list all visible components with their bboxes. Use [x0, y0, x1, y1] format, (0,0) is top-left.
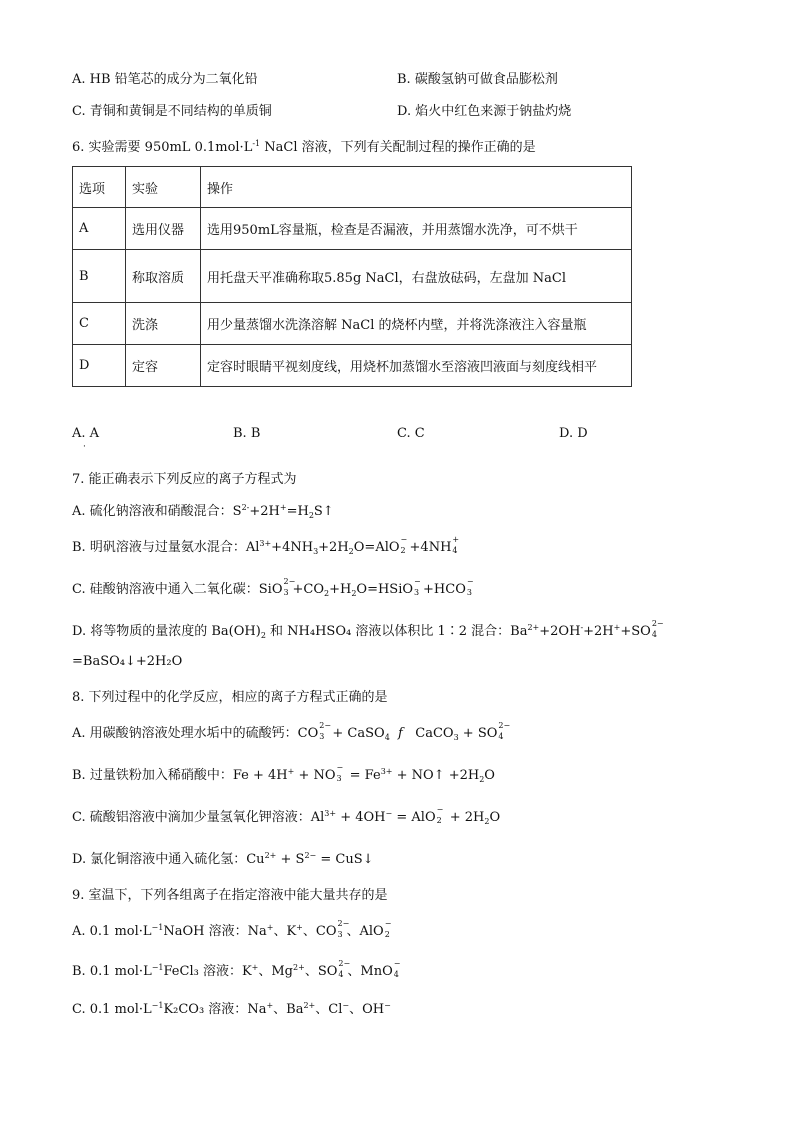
q9-option-c: C. 0.1 $mol\cdot L^{-1}K_2CO_3$ 溶液：Na+、$Ba^{2+}$、Cl−、OH− — [72, 1001, 391, 1017]
q5-option-b: B. 碳酸氢钠可做食品膨松剂 — [397, 72, 558, 87]
q6-answer-d: D. D — [559, 426, 588, 441]
row-option: B — [73, 250, 126, 303]
ions: Na+、K+、CO 2− 3 、AlO − 2 — [247, 919, 392, 939]
q5-option-d: D. 焰火中红色来源于钠盐灼烧 — [397, 104, 572, 119]
dot-mark: · — [83, 442, 86, 452]
table-row — [73, 303, 632, 345]
row-operation: 用少量蒸馏水洗涤溶解 NaCl 的烧杯内壁，并将洗涤液注入容量瓶 — [201, 303, 632, 345]
table-row — [73, 250, 632, 303]
q9-option-b: B. 0.1 $mol\cdot L^{-1}FeCl_3$ 溶液：K+、$Mg^{2+}$、SO 2− 4 、MnO − 4 — [72, 960, 403, 979]
equation: $Al^{3+}+4NH_3+2H_2O=AlO$ − 2 +4NH + 4 — [245, 535, 460, 556]
table-row — [73, 345, 632, 387]
header-experiment: 实验 — [126, 167, 201, 208]
q8-option-b: B. 过量铁粉加入稀硝酸中：Fe + 4H+ + NO − 3 = $Fe^{3+}$ + NO↑ $+2H_2O$ — [72, 763, 495, 784]
row-option: A — [73, 208, 126, 250]
equation: $Al^{3+} + 4OH^-$ = AlO − 2 + $2H_2O$ — [310, 805, 501, 826]
q5-option-a: A. HB 铅笔芯的成分为二氧化铅 — [72, 72, 258, 87]
q8-option-d: D. 氯化铜溶液中通入硫化氢：$Cu^{2+} + S^{2-}$ = CuS↓ — [72, 851, 374, 867]
q7-stem: 7. 能正确表示下列反应的离子方程式为 — [72, 472, 297, 487]
row-experiment: 选用仪器 — [126, 208, 201, 250]
q6-stem: 6. 实验需要 950mL $0.1mol\cdot L^{-1}$ NaCl 溶液，下列有关配制过程的操作正确的是 — [72, 139, 536, 155]
q7-option-c: C. 硅酸钠溶液中通入二氧化碳：SiO 2− 3 $+CO_2+H_2O=HSiO$ − 3 +HCO − 3 — [72, 578, 476, 597]
q6-answer-c: C. C — [397, 426, 425, 441]
q6-answer-a: A. A — [72, 426, 100, 441]
q9-stem: 9. 室温下，下列各组离子在指定溶液中能大量共存的是 — [72, 888, 388, 903]
q6-table — [72, 166, 632, 387]
q7-option-d: D. 将等物质的量浓度的 $Ba(OH)_2$ 和 NH₄HSO₄ 溶液以体积比 1∶2 混合：$Ba^{2+}+2OH^-+2H^++SO$ 2− 4 — [72, 619, 664, 640]
equation: $Cu^{2+} + S^{2-}$ = CuS↓ — [246, 851, 374, 867]
q6-answer-b: B. B — [233, 426, 261, 441]
row-operation: 用托盘天平准确称取5.85g NaCl，右盘放砝码，左盘加 NaCl — [201, 250, 632, 303]
row-experiment: 定容 — [126, 345, 201, 387]
row-experiment: 称取溶质 — [126, 250, 201, 303]
equation: $Ba^{2+}+2OH^-+2H^++SO$ 2− 4 — [510, 619, 664, 639]
q7-option-d-continued: =BaSO₄↓+2H₂O — [72, 654, 183, 669]
ions: Na+、$Ba^{2+}$、Cl−、OH− — [247, 1001, 391, 1017]
equation: SiO 2− 3 $+CO_2+H_2O=HSiO$ − 3 +HCO − 3 — [258, 577, 474, 598]
q7-option-a: A. 硫化钠溶液和硝酸混合：$S^{2-}+2H^+=H_2S↑$ — [72, 503, 334, 520]
q7-option-b: B. 明矾溶液与过量氨水混合：$Al^{3+}+4NH_3+2H_2O=AlO$ − 2 +4NH + 4 — [72, 536, 461, 555]
row-option: C — [73, 303, 126, 345]
q5-option-c: C. 青铜和黄铜是不同结构的单质铜 — [72, 104, 272, 119]
equation: Fe + 4H+ + NO − 3 = $Fe^{3+}$ + NO↑ $+2H_2O$ — [232, 763, 495, 784]
q8-option-a: A. 用碳酸钠溶液处理水垢中的硫酸钙：CO 2− 3 + CaSO$_4$ f CaCO$_3$ + SO 2− 4 — [72, 721, 511, 742]
header-operation: 操作 — [201, 167, 632, 208]
row-experiment: 洗涤 — [126, 303, 201, 345]
table-row — [73, 208, 632, 250]
row-operation: 定容时眼睛平视刻度线，用烧杯加蒸馏水至溶液凹液面与刻度线相平 — [201, 345, 632, 387]
table-header-row — [73, 167, 632, 208]
row-option: D — [73, 345, 126, 387]
q9-option-a: A. 0.1 $mol\cdot L^{-1}NaOH$ 溶液：Na+、K+、CO 2− 3 、AlO − 2 — [72, 920, 394, 939]
equation: CO 2− 3 + CaSO$_4$ f CaCO$_3$ + SO 2− 4 — [297, 721, 511, 742]
row-operation: 选用950mL容量瓶，检查是否漏液，并用蒸馏水洗净，可不烘干 — [201, 208, 632, 250]
q8-stem: 8. 下列过程中的化学反应，相应的离子方程式正确的是 — [72, 690, 388, 705]
equation: $S^{2-}+2H^+=H_2S↑$ — [232, 503, 334, 520]
ions: K+、$Mg^{2+}$、SO 2− 4 、MnO − 4 — [241, 959, 401, 979]
header-option: 选项 — [73, 167, 126, 208]
q8-option-c: C. 硫酸铝溶液中滴加少量氢氧化钾溶液：$Al^{3+} + 4OH^-$ = AlO − 2 + $2H_2O$ — [72, 805, 501, 826]
